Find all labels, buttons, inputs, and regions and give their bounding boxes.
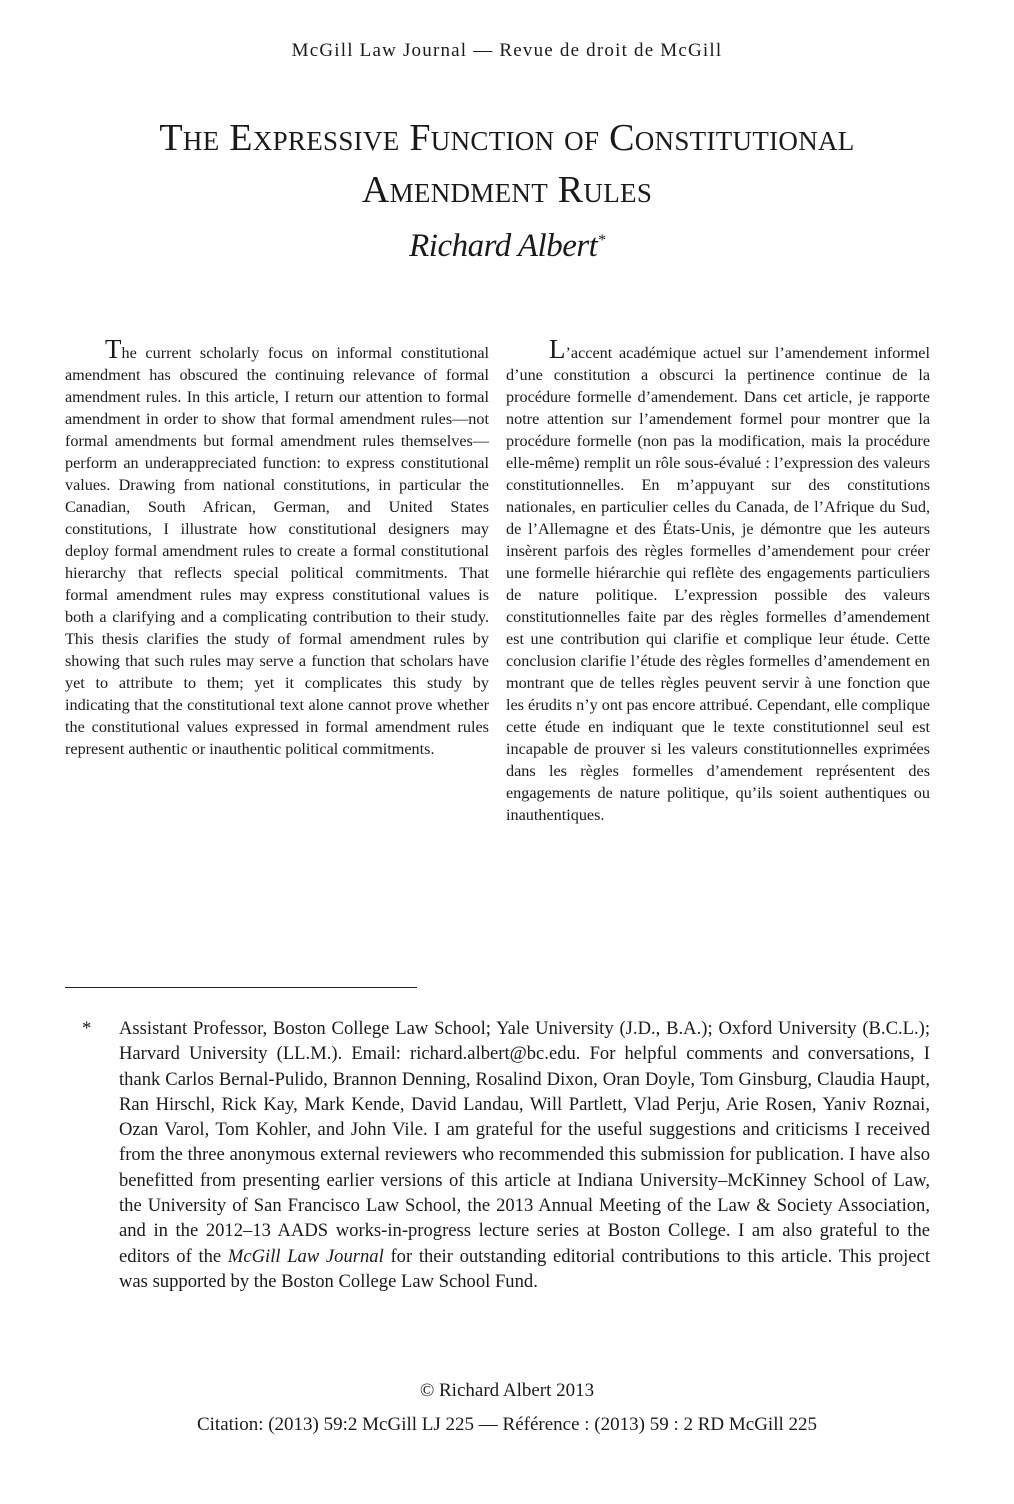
title-line-1: The Expressive Function of Constitutional (159, 117, 855, 159)
footnote-divider (65, 987, 417, 988)
abstract-french (506, 334, 930, 826)
author-footnote (82, 1016, 930, 1294)
journal-name-italic: McGill Law Journal (227, 1245, 384, 1267)
footnote-marker: * (82, 1018, 92, 1039)
abstract-english (65, 334, 489, 760)
author-name-text: Richard Albert (409, 228, 598, 264)
citation-line: Citation: (2013) 59:2 McGill LJ 225 — Référence : (2013) 59 : 2 RD McGill 225 (196, 1414, 818, 1435)
footnote-text-part-2: for their outstanding editorial contributions to this article. This project was supported by the Boston College Law School Fund. (119, 1245, 930, 1292)
copyright-notice: © Richard Albert 2013 (419, 1380, 595, 1401)
article-title (40, 112, 974, 216)
author-name (0, 228, 1014, 265)
footnote-text-part-1: Assistant Professor, Boston College Law School; Yale University (J.D., B.A.); Oxford University (B.C.L.); Harvard University (LL.M.). Email: richard.albert@bc.edu. For helpful comments and conversations, I thank Carlos Bernal-Pulido, Brannon Denning, Rosalind Dixon, Oran Doyle, Tom Ginsburg, Claudia Haupt, Ran Hirschl, Rick Kay, Mark Kende, David Landau, Will Partlett, Vlad Perju, Arie Rosen, Yaniv Roznai, Ozan Varol, Tom Kohler, and John Vile. I am grateful for the useful suggestions and criticisms I received from the three anonymous external reviewers who recommended this submission for publication. I have also benefitted from presenting earlier versions of this article at Indiana University–McKinney School of Law, the University of San Francisco Law School, the 2013 Annual Meeting of the Law & Society Association, and in the 2012–13 AADS works-in-progress lecture series at Boston College. I am also grateful to the editors of the (119, 1018, 930, 1267)
footnote-text (119, 1016, 930, 1294)
author-footnote-marker[interactable]: * (597, 232, 605, 249)
abstract-french-dropcap: L (549, 334, 566, 364)
running-header: McGill Law Journal — Revue de droit de McGill (291, 40, 723, 61)
title-line-2: Amendment Rules (361, 169, 653, 211)
abstract-french-text: ’accent académique actuel sur l’amendement informel d’une constitution a obscurci la pertinence continue de la procédure formelle d’amendement. Dans cet article, je rapporte notre attention sur l’amendement formel pour montrer que la procédure formelle (non pas la modification, mais la procédure elle-même) remplit un rôle sous-évalué : l’expression des valeurs constitutionnelles. En m’appuyant sur des constitutions nationales, en particulier celles du Canada, de l’Afrique du Sud, de l’Allemagne et des États-Unis, je démontre que les auteurs insèrent parfois des règles formelles d’amendement pour créer une formelle hiérarchie qui reflète des engagements particuliers de nature politique. L’expression possible des valeurs constitutionnelles faite par des règles formelles d’amendement est une contribution qui clarifie et complique leur étude. Cette conclusion clarifie l’étude des règles formelles d’amendement en montrant que de telles règles peuvent servir à une fonction que les érudits n’y ont pas encore attribué. Cependant, elle complique cette étude en indiquant que le texte constitutionnel seul est incapable de prouver si les valeurs constitutionnelles exprimées dans les règles formelles d’amendement représentent des engagements de nature politique, qu’ils soient authentiques ou inauthentiques. (506, 344, 930, 824)
abstract-english-text: he current scholarly focus on informal constitutional amendment has obscured the continuing relevance of formal amendment rules. In this article, I return our attention to formal amendment in order to show that formal amendment rules—not formal amendments but formal amendment rules themselves—perform an underappreciated function: to express constitutional values. Drawing from national constitutions, in particular the Canadian, South African, German, and United States constitutions, I illustrate how constitutional designers may deploy formal amendment rules to create a formal constitutional hierarchy that reflects special political commitments. That formal amendment rules may express constitutional values is both a clarifying and a complicating contribution to their study. This thesis clarifies the study of formal amendment rules by showing that such rules may serve a function that scholars have yet to attribute to them; yet it complicates this study by indicating that the constitutional text alone cannot prove whether the constitutional values expressed in formal amendment rules represent authentic or inauthentic political commitments. (65, 344, 489, 758)
abstract-english-dropcap: T (105, 334, 122, 364)
